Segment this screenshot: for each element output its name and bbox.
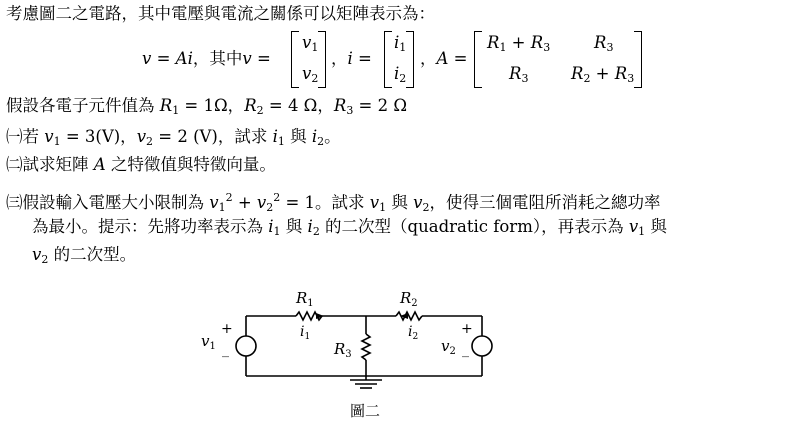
- intro-text: 考慮圖二之電路，其中電壓與電流之關係可以矩陣表示為：: [6, 4, 435, 23]
- eq-v-ai: v = Ai，其中v =: [142, 49, 271, 68]
- figure-caption: 圖二: [350, 402, 381, 420]
- r3-label: $R_3$: [334, 340, 352, 360]
- v2-plus-sign: +: [461, 321, 473, 337]
- i2-label: $i_2$: [408, 324, 419, 342]
- v2-label: $v_2$: [441, 337, 456, 357]
- v2-entry: $v_2$: [302, 64, 319, 85]
- v2-minus-sign: _: [462, 342, 469, 358]
- v1-entry: $v_1$: [302, 33, 319, 54]
- i2-entry: $i_2$: [394, 64, 407, 85]
- question-1: ㈠若 $v_1 = 3(V)$，$v_2 = 2$ (V)，試求 $i_1$ 與 $i_2$。: [6, 127, 341, 148]
- question-3-line-1: ㈢假設輸入電壓大小限制為 $v_1^2 + v_2^2 = 1$。試求 $v_1$ 與 $v_2$，使得三個電阻所消耗之總功率: [6, 191, 661, 214]
- a12-entry: $R_3$: [594, 33, 614, 54]
- a21-entry: $R_3$: [509, 64, 529, 85]
- v1-plus-sign: +: [221, 321, 233, 337]
- i1-label: $i_1$: [300, 324, 311, 342]
- question-2: ㈡試求矩陣 A 之特徵值與特徵向量。: [6, 155, 276, 174]
- r1-label: $R_1$: [296, 289, 314, 309]
- assumption-text: 假設各電子元件值為 $R_1 = 1\Omega$，$R_2 = 4$ Ω，$R_3 = 2$ Ω: [6, 96, 408, 117]
- eq-i: ，i =: [331, 49, 372, 68]
- a11-entry: $R_1 + R_3$: [487, 33, 551, 54]
- i1-entry: $i_1$: [394, 33, 407, 54]
- question-3-line-3: $v_2$ 的二次型。: [32, 245, 137, 266]
- v1-label: $v_1$: [201, 332, 216, 352]
- a22-entry: $R_2 + R_3$: [571, 64, 635, 85]
- question-3-line-2: 為最小。提示：先將功率表示為 $i_1$ 與 $i_2$ 的二次型（quadratic form），再表示為 $v_1$ 與: [32, 217, 667, 238]
- r2-label: $R_2$: [400, 289, 418, 309]
- v1-minus-sign: _: [222, 342, 229, 358]
- eq-A: ，A =: [420, 49, 468, 68]
